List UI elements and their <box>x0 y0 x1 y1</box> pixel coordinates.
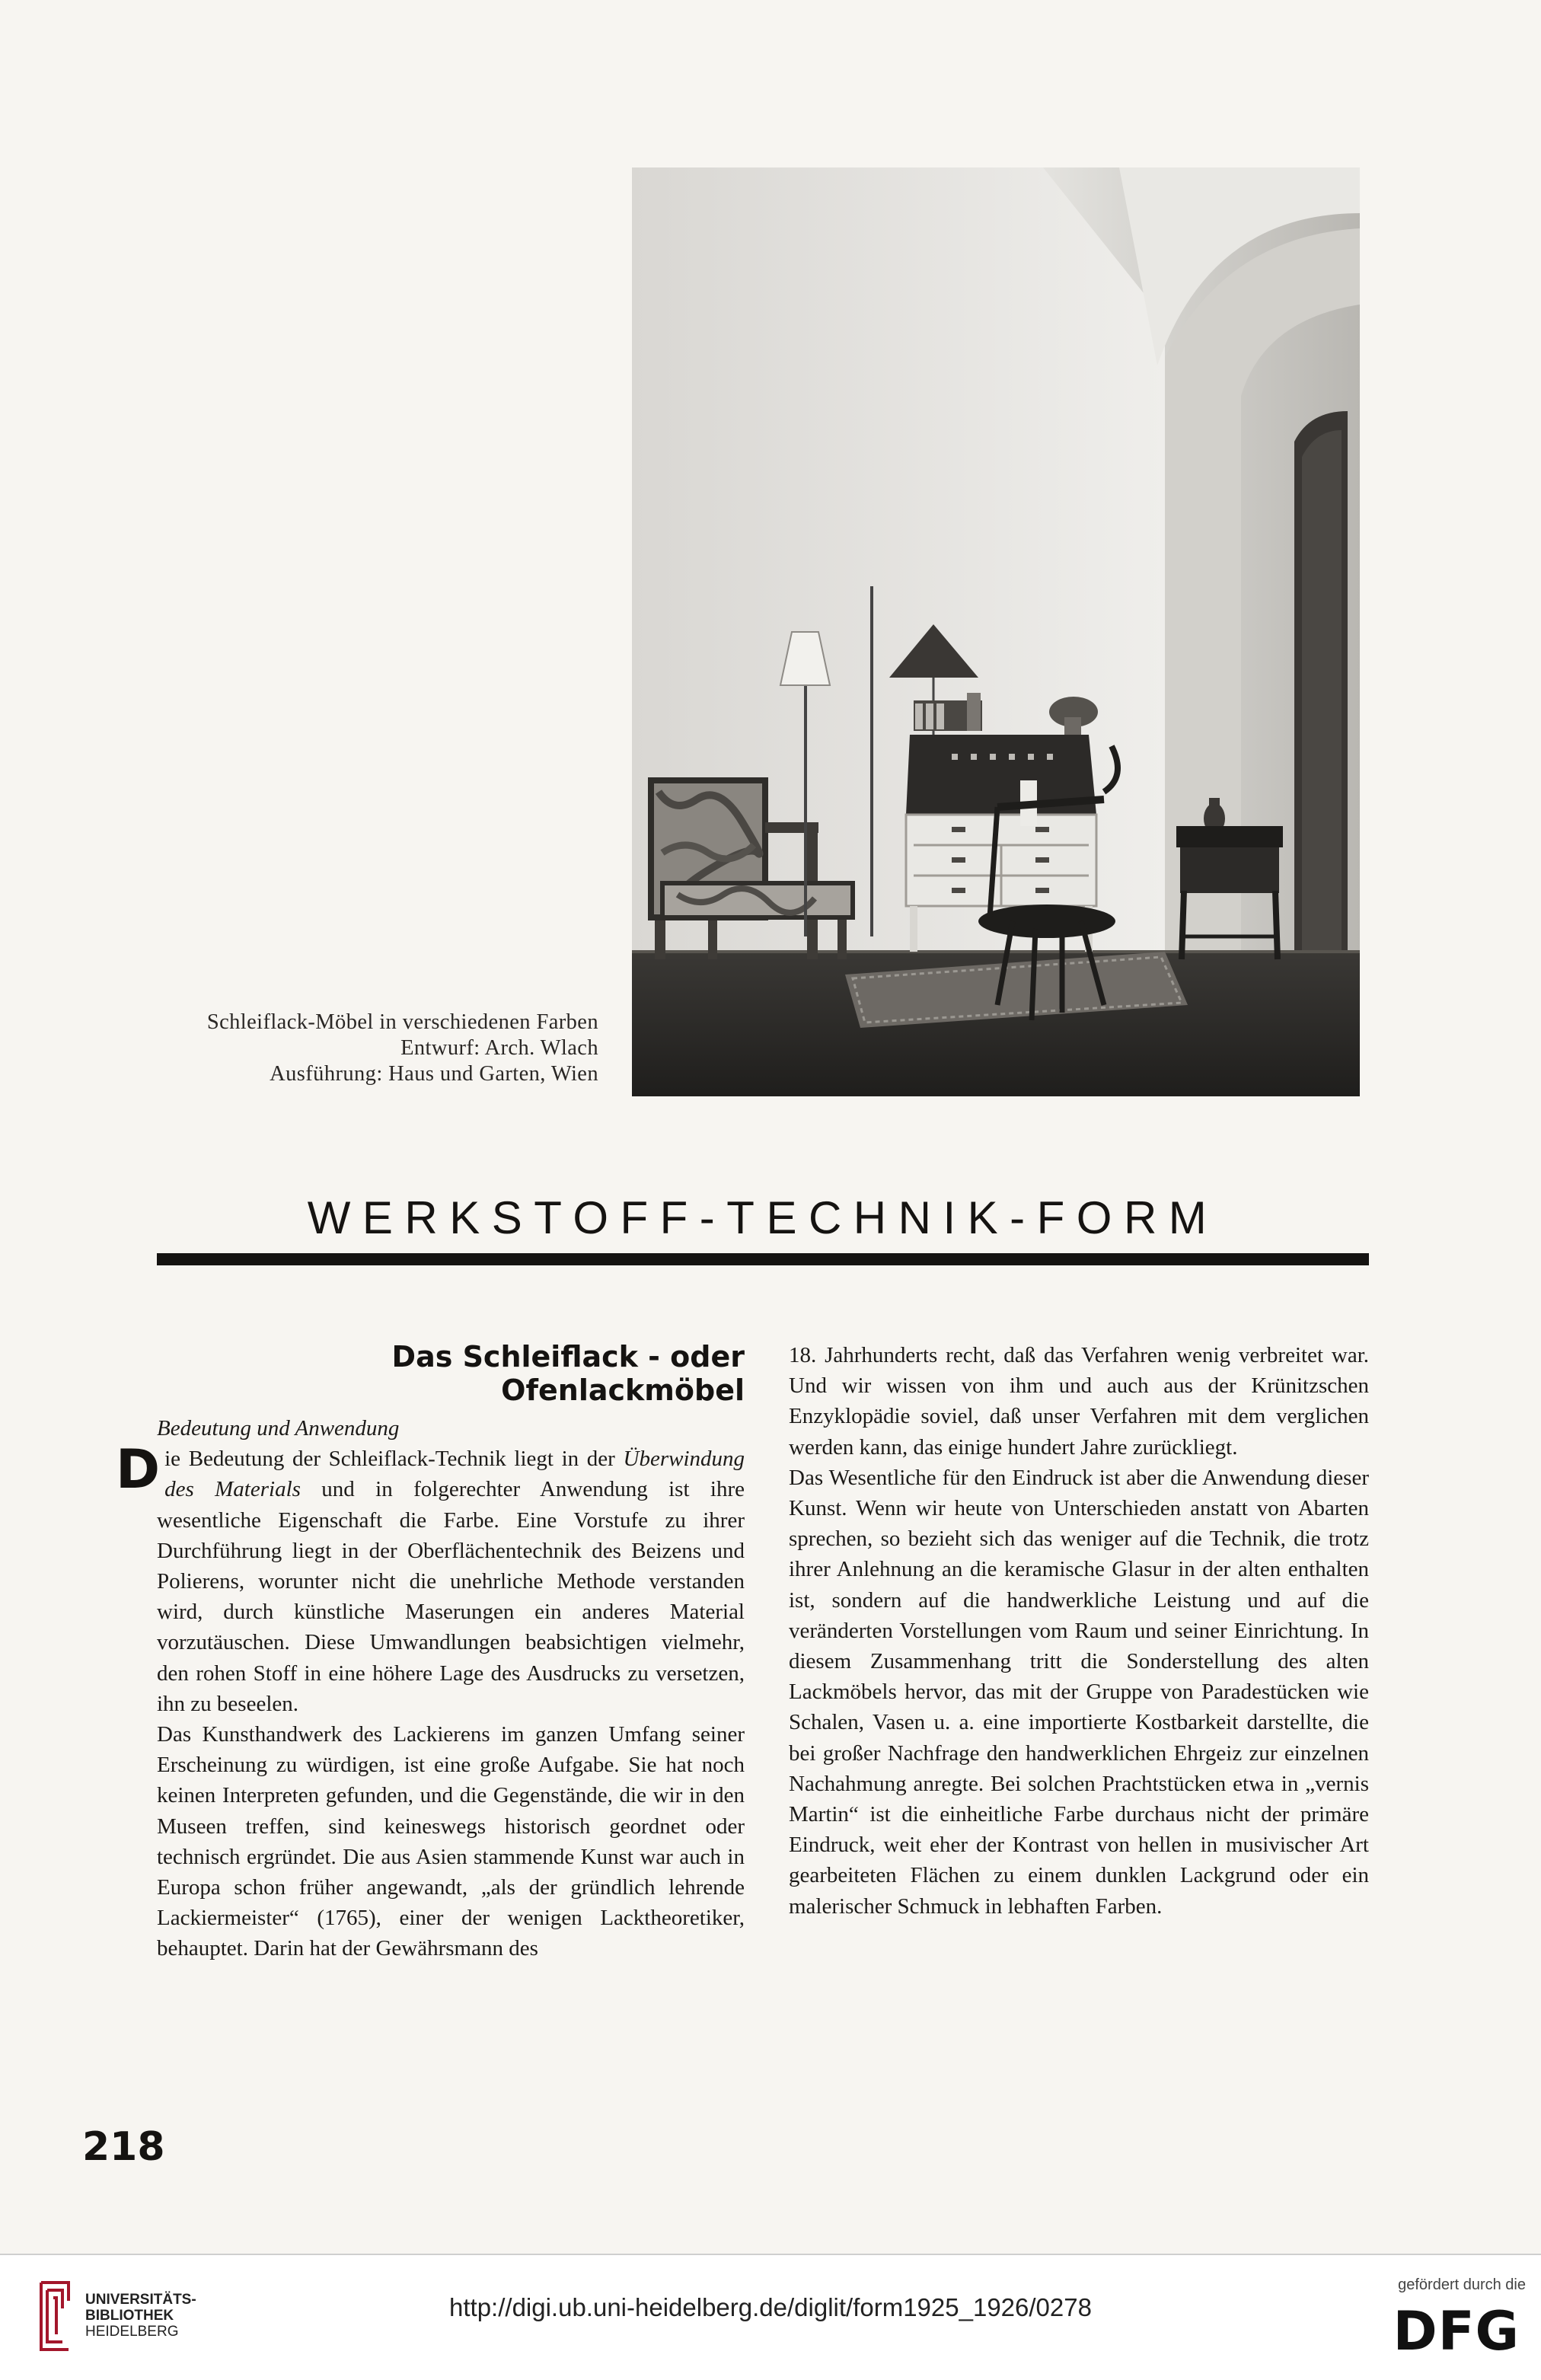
photo-caption <box>122 1010 598 1087</box>
caption-line-colors: Schleiflack-Möbel in verschiedenen Farben <box>206 1010 598 1034</box>
interior-photo-illustration <box>632 167 1360 1096</box>
caption-line-design: Entwurf: Arch. Wlach <box>400 1036 598 1060</box>
drop-cap: D <box>116 1438 161 1501</box>
article-title-line1: Das Schleiflack - oder <box>391 1340 745 1373</box>
dfg-logo: DFG <box>1393 2300 1520 2362</box>
library-name-line3: HEIDELBERG <box>85 2324 179 2340</box>
article-title <box>157 1340 745 1407</box>
page-number: 218 <box>82 2124 165 2170</box>
article-subheading: Bedeutung und Anwendung <box>157 1416 400 1440</box>
source-url-link[interactable]: http://digi.ub.uni-heidelberg.de/diglit/form1925_1926/0278 <box>449 2293 1092 2321</box>
article-paragraph-1 <box>116 1438 745 1719</box>
paragraph-1-emphasis: Überwindung des Materials <box>164 1447 745 1502</box>
article-paragraph-3: 18. Jahrhunderts recht, daß das Verfahren wenig verbreitet war. Und wir wissen von ihm und auch aus der Krünitzschen Enzyklopädie soviel, daß unser Verfahren mit dem verglichen werden kann, das einige hundert Jahre zurückliegt. <box>789 1343 1369 1460</box>
article-column-right <box>789 1340 1369 1922</box>
caption-line-execution: Ausführung: Haus und Garten, Wien <box>270 1062 598 1086</box>
article-paragraph-2: Das Kunsthandwerk des Lackierens im ganzen Umfang seiner Erscheinung zu würdigen, ist eine große Aufgabe. Sie hat noch keinen Interpreten gefunden, und die Gegenstände, die wir in den Museen treffen, sind keineswegs historisch geordnet oder technisch ergründet. Die aus Asien stammende Kunst war auch in Europa schon früher angewandt, „als der gründlich lehrende Lackiermeister“ (1765), einer der wenigen Lacktheoretiker, behauptet. Darin hat der Gewährsmann des <box>157 1722 745 1961</box>
paragraph-1-text-b: und in folgerechter Anwendung ist ihre wesentliche Eigenschaft die Farbe. Eine Vorstufe zu ihrer Durchführung liegt in der Oberflächentechnik des Beizens und Polierens, worunter nicht die unehrliche Methode verstanden wird, durch künstliche Maserungen ein anderes Material vorzutäuschen. Diese Umwandlungen beabsichtigen vielmehr, den rohen Stoff in eine höhere Lage des Ausdrucks zu versetzen, ihn zu beseelen. <box>157 1477 745 1716</box>
library-name-line1: UNIVERSITÄTS- <box>85 2292 196 2308</box>
section-rule-divider <box>157 1253 1369 1265</box>
section-title: WERKSTOFF-TECHNIK-FORM <box>307 1192 1219 1243</box>
article-column-left <box>116 1340 745 1964</box>
article-paragraph-4: Das Wesentliche für den Eindruck ist aber die Anwendung dieser Kunst. Wenn wir heute von Unterschieden anstatt von Abarten sprechen, so bezieht sich das weniger auf die Technik, die trotz ihrer Anlehnung an die keramische Glasur in der alten enthalten ist, sondern auf die handwerkliche Leistung und auf die veränderten Vorstellungen vom Raum und seiner Einrichtung. In diesem Zusammenhang tritt die Sonderstellung des alten Lackmöbels hervor, das mit der Gruppe von Paradestücken wie Schalen, Vasen u. a. eine importierte Kostbarkeit darstellte, die bei großer Nachfrage den handwerklichen Ehrgeiz zur einzelnen Nachahmung anregte. Bei solchen Prachtstücken etwa in „vernis Martin“ ist die einheitliche Farbe durchaus nicht der primäre Eindruck, weit eher der Kontrast von hellen in musivischer Art gearbeiteten Flächen zu einem dunklen Lackgrund oder ein malerischer Schmuck in lebhaften Farben. <box>789 1465 1369 1919</box>
article-title-line2: Ofenlackmöbel <box>501 1373 745 1407</box>
digitization-footer <box>0 2254 1541 2380</box>
paragraph-1-text-a: ie Bedeutung der Schleiflack-Technik liegt in der <box>164 1447 624 1472</box>
furniture-photograph <box>632 167 1360 1096</box>
library-name-line2: BIBLIOTHEK <box>85 2308 174 2324</box>
funding-caption: gefördert durch die <box>1398 2276 1526 2293</box>
